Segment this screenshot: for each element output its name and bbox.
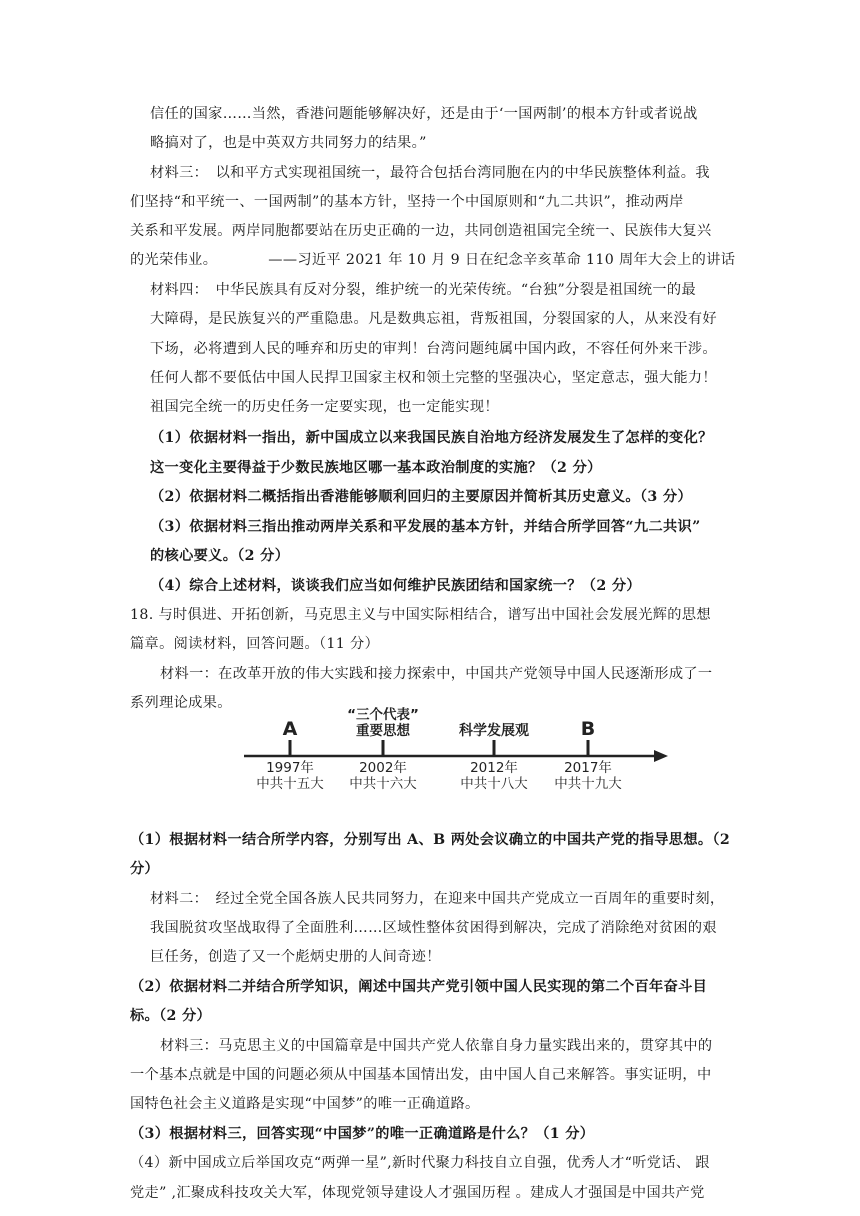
timeline-meeting: 中共十六大: [349, 776, 417, 792]
text-line: 巨任务，创造了又一个彪炳史册的人间奇迹！: [150, 949, 441, 965]
question-18-2: （2）依据材料二并结合所学知识，阐述中国共产党引领中国人民实现的第二个百年奋斗目: [130, 979, 708, 995]
timeline-year: 1997年: [266, 760, 314, 776]
text-line: 信任的国家……当然，香港问题能够解决好，还是由于‘一国两制’的根本方针或者说战: [150, 106, 698, 122]
question-18-header: 18. 与时俱进、开拓创新，马克思主义与中国实际相结合，谱写出中国社会发展光辉的思想: [130, 607, 711, 623]
timeline-figure: [240, 704, 670, 794]
text-line: 关系和平发展。两岸同胞都要站在历史正确的一边，共同创造祖国完全统一、民族伟大复兴: [130, 223, 712, 239]
text-line: 系列理论成果。: [130, 695, 232, 711]
citation-line: 的光荣伟业。 ——习近平 2021 年 10 月 9 日在纪念辛亥革命 110 周年大会上的讲话: [130, 252, 736, 268]
timeline-marker: 重要思想: [356, 723, 410, 739]
timeline-marker: 科学发展观: [459, 723, 529, 739]
question-18-2-cont: 标。（2 分）: [130, 1008, 212, 1024]
timeline-arrow: [654, 750, 668, 762]
material-4-line: 材料四： 中华民族具有反对分裂，维护统一的光荣传统。“台独”分裂是祖国统一的最: [150, 282, 696, 298]
question-1-cont: 这一变化主要得益于少数民族地区哪一基本政治制度的实施？（2 分）: [150, 460, 602, 476]
text-line: 们坚持“和平统一、一国两制”的基本方针，坚持一个中国原则和“九二共识”，推动两岸: [130, 194, 684, 210]
timeline-meeting: 中共十八大: [460, 776, 528, 792]
question-18-1: （1）根据材料一结合所学内容，分别写出 A、B 两处会议确立的中国共产党的指导思想。（2: [130, 832, 731, 848]
question-18-3: （3）根据材料三，回答实现“中国梦”的唯一正确道路是什么？（1 分）: [130, 1126, 595, 1142]
text-line: 我国脱贫攻坚战取得了全面胜利……区域性整体贫困得到解决，完成了消除绝对贫困的艰: [150, 920, 717, 936]
text-line: 一个基本点就是中国的问题必须从中国基本国情出发，由中国人自己来解答。事实证明，中: [130, 1067, 712, 1083]
timeline-meeting: 中共十九大: [554, 776, 622, 792]
question-3-cont: 的核心要义。（2 分）: [150, 548, 290, 564]
timeline-marker: B: [580, 718, 596, 740]
question-2: （2）依据材料二概括指出香港能够顺利回归的主要原因并简析其历史意义。（3 分）: [150, 489, 692, 505]
text-line: 大障碍，是民族复兴的严重隐患。凡是数典忘祖，背叛祖国，分裂国家的人，从来没有好: [150, 311, 717, 327]
text-line: 任何人都不要低估中国人民捍卫国家主权和领土完整的坚强决心，坚定意志，强大能力！: [150, 370, 717, 386]
text-line: 略搞对了，也是中英双方共同努力的结果。”: [150, 135, 427, 151]
text-line: 祖国完全统一的历史任务一定要实现，也一定能实现！: [150, 399, 499, 415]
text-line: 国特色社会主义道路是实现“中国梦”的唯一正确道路。: [130, 1096, 480, 1112]
timeline-meeting: 中共十五大: [256, 776, 324, 792]
text-line: 下场，必将遭到人民的唾弃和历史的审判！台湾问题纯属中国内政，不容任何外来干涉。: [150, 341, 717, 357]
question-18-4: （4）新中国成立后举国攻克“两弹一星”,新时代聚力科技自立自强，优秀人才“听党话、 跟: [130, 1155, 710, 1171]
question-18-1-cont: 分）: [130, 861, 160, 877]
material-3b-line: 材料三：马克思主义的中国篇章是中国共产党人依靠自身力量实践出来的，贯穿其中的: [160, 1038, 713, 1054]
text-line: 篇章。阅读材料，回答问题。（11 分）: [130, 636, 380, 652]
question-3: （3）依据材料三指出推动两岸关系和平发展的基本方针，并结合所学回答“九二共识”: [150, 519, 701, 535]
question-18-4-cont: 党走” ,汇聚成科技攻关大军，体现党领导建设人才强国历程 。建成人才强国是中国共产党: [130, 1185, 705, 1201]
material-2-line: 材料二： 经过全党全国各族人民共同努力，在迎来中国共产党成立一百周年的重要时刻，: [150, 891, 725, 907]
material-3-line: 材料三： 以和平方式实现祖国统一，最符合包括台湾同胞在内的中华民族整体利益。我: [150, 165, 710, 181]
timeline-year: 2012年: [470, 760, 518, 776]
question-1: （1）依据材料一指出，新中国成立以来我国民族自治地方经济发展发生了怎样的变化？: [150, 430, 713, 446]
timeline-marker: “三个代表”: [347, 707, 419, 723]
question-4: （4）综合上述材料，谈谈我们应当如何维护民族团结和国家统一？（2 分）: [150, 578, 641, 594]
material-1-line: 材料一：在改革开放的伟大实践和接力探索中，中国共产党领导中国人民逐渐形成了一: [160, 666, 713, 682]
timeline-year: 2002年: [359, 760, 407, 776]
timeline-year: 2017年: [564, 760, 612, 776]
timeline-marker: A: [282, 718, 298, 740]
